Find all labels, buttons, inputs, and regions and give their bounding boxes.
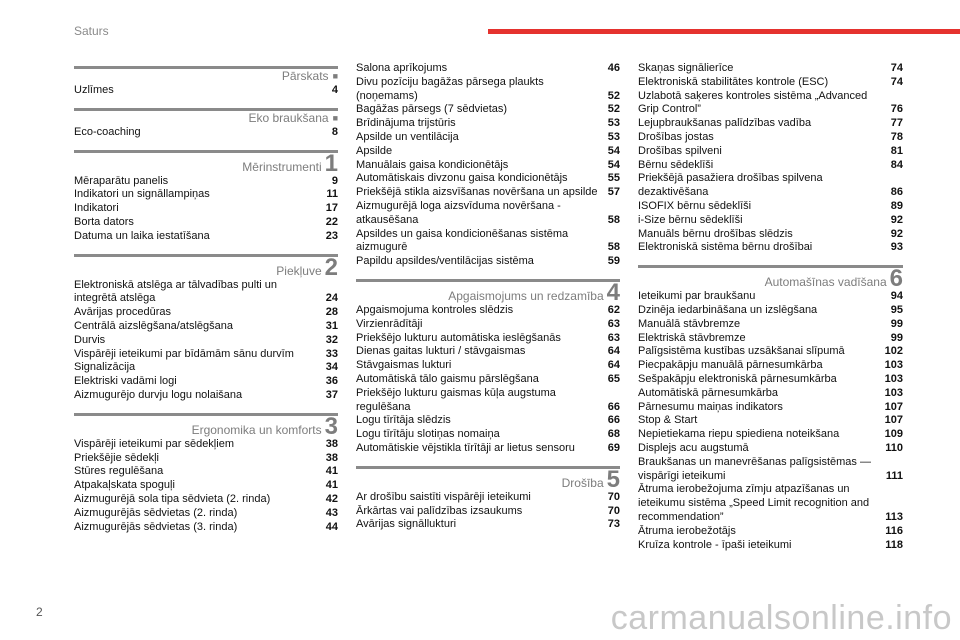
toc-entry-page: 89 [890, 199, 903, 212]
toc-entry[interactable] [638, 241, 903, 255]
toc-entry-label: Automātiskā tālo gaismu pārslēgšana [356, 372, 539, 385]
toc-entry-label: Priekšējie sēdekļi [74, 451, 159, 464]
toc-entry-label: Ieteikumi par braukšanu [638, 290, 756, 303]
toc-entry-label: Bagāžas pārsegs (7 sēdvietas) [356, 103, 508, 116]
section-header [74, 413, 338, 438]
toc-entry-label: Apgaismojuma kontroles slēdzis [356, 303, 514, 316]
toc-entry[interactable] [356, 131, 620, 145]
toc-entry-page: 77 [890, 117, 903, 130]
toc-entry-page: 28 [325, 306, 338, 319]
toc-entry-label: Aizmugurējā loga aizsvīduma novēršana - atkausēšana [356, 199, 561, 226]
toc-entry-label: Dzinēja iedarbināšana un izslēgšana [638, 303, 818, 316]
toc-entry-label: Drošības jostas [638, 130, 714, 143]
section-number: 2 [324, 253, 338, 281]
toc-entry-page: 37 [325, 388, 338, 401]
section-number: 1 [324, 149, 338, 177]
toc-entry-page: 78 [890, 130, 903, 143]
toc-entry-label: Automātiskie vējstikla tīrītāji ar lietus sensoru [356, 441, 575, 454]
toc-entry[interactable] [356, 304, 620, 318]
toc-entry[interactable] [74, 465, 338, 479]
toc-section [74, 150, 338, 244]
toc-entry-label: Automātiskais divzonu gaisa kondicionētājs [356, 172, 568, 185]
toc-section [356, 279, 620, 456]
section-title: Pārskats [281, 69, 329, 83]
toc-section [356, 466, 620, 532]
toc-entry[interactable] [74, 279, 338, 307]
toc-entry-page: 31 [325, 319, 338, 332]
toc-entry-label: Manuālā stāvbremze [638, 317, 741, 330]
toc-entry-label: Virzienrādītāji [356, 317, 423, 330]
toc-entry[interactable] [356, 172, 620, 186]
toc-entry-page: 63 [607, 331, 620, 344]
toc-entry[interactable] [356, 255, 620, 269]
toc-entry-label: Kruīza kontrole - īpaši ieteikumi [638, 538, 792, 551]
toc-entry[interactable] [638, 539, 903, 553]
toc-entry[interactable] [356, 145, 620, 159]
section-number: 5 [606, 465, 620, 493]
toc-entry-page: 54 [607, 144, 620, 157]
toc-entry[interactable] [74, 334, 338, 348]
toc-entry-label: Eco-coaching [74, 125, 141, 138]
toc-entry-page: 65 [607, 372, 620, 385]
toc-entry-page: 69 [607, 441, 620, 454]
watermark: carmanualsonline.info [610, 599, 952, 637]
toc-entry-label: Skaņas signālierīce [638, 62, 734, 74]
toc-entry-label: Vispārēji ieteikumi par sēdekļiem [74, 437, 234, 450]
toc-entry-page: 32 [325, 333, 338, 346]
toc-entry[interactable] [74, 438, 338, 452]
toc-entry-label: Ātruma ierobežojuma zīmju atpazīšanas un ieteikumu sistēma „Speed Limit recognition and recommendation” [638, 483, 870, 523]
toc-entry-label: Elektriski vadāmi logi [74, 375, 177, 388]
toc-entry-page: 43 [325, 506, 338, 519]
toc-entry[interactable] [638, 387, 903, 401]
toc-entry[interactable] [74, 126, 338, 140]
toc-entry-page: 107 [884, 400, 903, 413]
toc-entry-page: 41 [325, 465, 338, 478]
toc-entry-label: Stūres regulēšana [74, 465, 164, 478]
toc-entry-label: Logu tīrītāju slotiņas nomaiņa [356, 428, 500, 441]
toc-entry[interactable] [356, 387, 620, 415]
toc-entry-label: Apsilde un ventilācija [356, 130, 459, 143]
toc-entry-page: 107 [884, 414, 903, 427]
toc-entry-label: Priekšējo lukturu gaismas kūļa augstuma regulēšana [356, 386, 556, 413]
toc-entry[interactable] [638, 525, 903, 539]
toc-entry[interactable] [356, 76, 620, 104]
toc-entry-page: 74 [890, 75, 903, 88]
toc-entry[interactable] [74, 361, 338, 375]
toc-entry-page: 73 [607, 518, 620, 531]
toc-entry-page: 113 [885, 510, 903, 523]
toc-entry-page: 93 [890, 241, 903, 254]
toc-entry[interactable] [74, 507, 338, 521]
toc-entry-page: 62 [607, 303, 620, 316]
section-title: Piekļuve [276, 263, 322, 278]
toc-entry-label: Pārnesumu maiņas indikators [638, 400, 783, 413]
toc-entry-label: Indikatori un signāllampiņas [74, 188, 210, 201]
toc-entry-page: 24 [325, 292, 338, 305]
toc-entry-label: Manuāls bērnu drošības slēdzis [638, 227, 793, 240]
toc-entry-label: Apsildes un gaisa kondicionēšanas sistēma aizmugurē [356, 227, 569, 254]
toc-entry-page: 52 [607, 89, 620, 102]
toc-entry-label: Borta dators [74, 215, 134, 228]
toc-entry-label: Indikatori [74, 202, 119, 215]
toc-entry-label: Ārkārtas vai palīdzības izsaukums [356, 504, 523, 517]
toc-entry[interactable] [74, 84, 338, 98]
toc-entry-page: 53 [607, 117, 620, 130]
section-header [74, 150, 338, 175]
section-header [74, 254, 338, 279]
toc-entry[interactable] [356, 200, 620, 228]
toc-entry-label: Priekšējo lukturu automātiska ieslēgšanās [356, 331, 561, 344]
toc-entry-page: 57 [607, 186, 620, 199]
toc-entry-label: Datuma un laika iestatīšana [74, 229, 210, 242]
toc-entry-page: 102 [884, 345, 903, 358]
toc-entry-page: 64 [607, 359, 620, 372]
section-header [356, 466, 620, 491]
toc-entry[interactable] [356, 62, 620, 76]
toc-entry-page: 103 [884, 359, 903, 372]
toc-entry-label: Stop & Start [638, 414, 698, 427]
toc-entry[interactable] [638, 304, 903, 318]
toc-entry[interactable] [638, 145, 903, 159]
section-header [74, 66, 338, 84]
section-title: Drošība [561, 475, 604, 490]
toc-entry[interactable] [74, 479, 338, 493]
section-header [638, 265, 903, 293]
toc-entry-label: Manuālais gaisa kondicionētājs [356, 158, 509, 171]
toc-entry[interactable] [638, 401, 903, 415]
toc-entry[interactable] [74, 389, 338, 403]
toc-entry-page: 76 [890, 103, 903, 116]
toc-entry[interactable] [356, 318, 620, 332]
toc-entry[interactable] [74, 348, 338, 362]
toc-entry-label: Ar drošību saistīti vispārēji ieteikumi [356, 490, 531, 503]
toc-entry[interactable] [638, 159, 903, 173]
toc-entry-page: 44 [325, 520, 338, 533]
toc-entry-page: 8 [331, 125, 338, 138]
section-number: 3 [324, 412, 338, 440]
toc-entry-label: Piecpakāpju manuālā pārnesumkārba [638, 359, 823, 372]
toc-entry[interactable] [638, 62, 903, 76]
toc-entry-page: 118 [885, 538, 903, 551]
toc-entry[interactable] [356, 159, 620, 173]
toc-entry-page: 64 [607, 345, 620, 358]
toc-entry[interactable] [638, 414, 903, 428]
toc-entry-label: Priekšējā stikla aizsvīšanas novēršana un apsilde [356, 186, 598, 199]
toc-entry-label: Salona aprīkojums [356, 62, 448, 74]
toc-entry-label: Bērnu sēdeklīši [638, 158, 714, 171]
toc-entry-label: Dienas gaitas lukturi / stāvgaismas [356, 345, 526, 358]
toc-section [74, 413, 338, 535]
header-accent-bar [488, 29, 960, 34]
toc-entry[interactable] [638, 200, 903, 214]
toc-entry-page: 52 [607, 103, 620, 116]
toc-entry[interactable] [74, 452, 338, 466]
toc-entry-label: Lejupbraukšanas palīdzības vadība [638, 117, 812, 130]
toc-entry-page: 33 [325, 347, 338, 360]
toc-entry-page: 68 [607, 428, 620, 441]
toc-entry[interactable] [356, 491, 620, 505]
toc-entry-page: 58 [607, 213, 620, 226]
toc-entry-label: Divu pozīciju bagāžas pārsega plaukts (noņemams) [356, 75, 544, 102]
toc-entry-label: Elektroniskā stabilitātes kontrole (ESC) [638, 75, 829, 88]
toc-entry[interactable] [74, 216, 338, 230]
toc-entry-label: Logu tīrītāja slēdzis [356, 414, 451, 427]
toc-entry-label: Apsilde [356, 144, 393, 157]
toc-entry[interactable] [356, 442, 620, 456]
toc-entry-label: Braukšanas un manevrēšanas palīgsistēmas — vispārīgi ieteikumi [638, 455, 871, 482]
toc-entry[interactable] [74, 493, 338, 507]
toc-section [638, 62, 903, 255]
toc-entry-page: 63 [607, 317, 620, 330]
toc-entry[interactable] [638, 90, 903, 118]
toc-section [74, 108, 338, 140]
toc-entry-label: Aizmugurējo durvju logu nolaišana [74, 388, 243, 401]
toc-entry[interactable] [638, 442, 903, 456]
toc-entry[interactable] [638, 456, 903, 484]
toc-entry[interactable] [638, 332, 903, 346]
toc-entry-page: 94 [890, 290, 903, 303]
toc-entry[interactable] [638, 318, 903, 332]
toc-section [638, 265, 903, 552]
toc-entry-label: Aizmugurējā sola tipa sēdvieta (2. rinda) [74, 492, 271, 505]
toc-entry-page: 116 [885, 524, 903, 537]
toc-entry-page: 23 [325, 229, 338, 242]
toc-entry-label: Papildu apsildes/ventilācijas sistēma [356, 255, 534, 268]
toc-column-1 [74, 62, 338, 534]
toc-entry[interactable] [74, 306, 338, 320]
toc-entry[interactable] [74, 375, 338, 389]
toc-entry-page: 66 [607, 414, 620, 427]
section-square-icon: ■ [332, 112, 338, 123]
toc-entry-label: Aizmugurējās sēdvietas (2. rinda) [74, 506, 238, 519]
toc-entry-page: 99 [890, 317, 903, 330]
toc-entry-page: 11 [326, 188, 338, 201]
toc-entry-page: 109 [884, 428, 903, 441]
toc-entry-page: 17 [325, 202, 338, 215]
toc-entry-page: 9 [331, 174, 338, 187]
toc-entry[interactable] [74, 188, 338, 202]
toc-entry[interactable] [74, 320, 338, 334]
page-header-title: Saturs [74, 24, 109, 38]
toc-entry[interactable] [74, 202, 338, 216]
toc-entry-label: Elektroniskā sistēma bērnu drošībai [638, 241, 813, 254]
toc-entry-page: 81 [890, 144, 903, 157]
toc-entry[interactable] [638, 373, 903, 387]
toc-entry[interactable] [638, 345, 903, 359]
toc-entry-label: Automātiskā pārnesumkārba [638, 386, 779, 399]
section-header [74, 108, 338, 126]
toc-entry-page: 38 [325, 451, 338, 464]
toc-entry-page: 41 [325, 479, 338, 492]
toc-entry[interactable] [356, 518, 620, 532]
toc-entry-page: 53 [607, 130, 620, 143]
toc-entry-label: Displejs acu augstumā [638, 441, 749, 454]
section-title: Mērinstrumenti [242, 159, 322, 174]
toc-entry-label: Drošības spilveni [638, 144, 722, 157]
toc-entry-page: 95 [890, 303, 903, 316]
toc-entry-page: 92 [890, 213, 903, 226]
toc-entry-page: 42 [325, 492, 338, 505]
toc-entry-label: Elektroniskā atslēga ar tālvadības pulti un integrētā atslēga [74, 278, 278, 305]
toc-section [74, 254, 338, 403]
toc-entry-page: 111 [885, 469, 903, 482]
toc-entry-label: Uzlabotā saķeres kontroles sistēma „Advanced Grip Control” [638, 89, 868, 116]
toc-entry[interactable] [356, 228, 620, 256]
toc-column-3 [638, 62, 903, 552]
toc-entry-page: 99 [890, 331, 903, 344]
toc-entry[interactable] [74, 521, 338, 535]
toc-entry-label: ISOFIX bērnu sēdeklīši [638, 199, 752, 212]
toc-entry-label: Uzlīmes [74, 84, 114, 96]
toc-entry-label: Atpakaļskata spoguļi [74, 479, 175, 492]
toc-entry-label: Avārijas procedūras [74, 306, 172, 319]
toc-entry[interactable] [638, 76, 903, 90]
toc-entry[interactable] [638, 228, 903, 242]
toc-entry[interactable] [356, 332, 620, 346]
toc-section [74, 66, 338, 98]
toc-entry-page: 103 [884, 372, 903, 385]
toc-entry[interactable] [638, 214, 903, 228]
toc-entry[interactable] [356, 359, 620, 373]
toc-entry-page: 86 [890, 186, 903, 199]
toc-entry-label: Avārijas signāllukturi [356, 518, 457, 531]
toc-entry-page: 4 [331, 84, 338, 96]
toc-entry-page: 22 [325, 215, 338, 228]
toc-entry-page: 66 [607, 400, 620, 413]
toc-section [356, 62, 620, 269]
toc-entry[interactable] [356, 117, 620, 131]
toc-entry-page: 58 [607, 241, 620, 254]
toc-entry[interactable] [638, 117, 903, 131]
toc-entry-page: 74 [890, 62, 903, 74]
toc-column-2 [356, 62, 620, 532]
toc-entry-label: Vispārēji ieteikumi par bīdāmām sānu durvīm [74, 347, 294, 360]
toc-entry-page: 54 [607, 158, 620, 171]
toc-entry-page: 110 [885, 441, 903, 454]
toc-entry-label: Elektriskā stāvbremze [638, 331, 746, 344]
toc-entry[interactable] [356, 103, 620, 117]
toc-entry[interactable] [638, 428, 903, 442]
toc-entry-label: Stāvgaismas lukturi [356, 359, 452, 372]
toc-entry-page: 70 [607, 504, 620, 517]
toc-entry-label: Signalizācija [74, 361, 136, 374]
toc-entry[interactable] [638, 359, 903, 373]
toc-entry[interactable] [74, 230, 338, 244]
toc-entry-page: 92 [890, 227, 903, 240]
toc-entry[interactable] [356, 414, 620, 428]
toc-entry-label: Brīdinājuma trijstūris [356, 117, 456, 130]
toc-entry[interactable] [356, 373, 620, 387]
toc-entry-label: Priekšējā pasažiera drošības spilvena dezaktivēšana [638, 172, 823, 199]
toc-entry-label: Palīgsistēma kustības uzsākšanai slīpumā [638, 345, 845, 358]
toc-entry-page: 38 [325, 437, 338, 450]
toc-entry[interactable] [356, 345, 620, 359]
toc-entry-page: 34 [325, 361, 338, 374]
section-title: Ergonomika un komforts [191, 422, 322, 437]
toc-entry[interactable] [356, 505, 620, 519]
page-number: 2 [36, 605, 43, 619]
toc-entry[interactable] [638, 172, 903, 200]
toc-entry-page: 70 [607, 490, 620, 503]
toc-entry-label: Sešpakāpju elektroniskā pārnesumkārba [638, 372, 837, 385]
section-title: Apgaismojums un redzamība [448, 288, 604, 303]
toc-entry-page: 59 [607, 255, 620, 268]
section-number: 6 [889, 265, 903, 293]
toc-entry-label: Durvis [74, 333, 106, 346]
toc-entry[interactable] [638, 131, 903, 145]
toc-entry-page: 103 [884, 386, 903, 399]
toc-entry-page: 36 [325, 375, 338, 388]
toc-entry-label: Aizmugurējās sēdvietas (3. rinda) [74, 520, 238, 533]
section-square-icon: ■ [332, 71, 338, 81]
toc-entry[interactable] [74, 175, 338, 189]
toc-entry-label: Nepietiekama riepu spiediena noteikšana [638, 428, 840, 441]
toc-entry-page: 84 [890, 158, 903, 171]
section-header [356, 279, 620, 304]
toc-entry-label: Mēraparātu panelis [74, 174, 169, 187]
toc-entry[interactable] [356, 186, 620, 200]
toc-entry-page: 55 [607, 172, 620, 185]
toc-entry-label: Centrālā aizslēgšana/atslēgšana [74, 319, 233, 332]
section-title: Automašīnas vadīšana [764, 275, 887, 290]
toc-entry[interactable] [356, 428, 620, 442]
section-title: Eko braukšana [248, 110, 329, 125]
toc-entry[interactable] [638, 483, 903, 524]
toc-entry[interactable] [638, 290, 903, 304]
toc-entry-page: 46 [607, 62, 620, 74]
section-number: 4 [606, 278, 620, 306]
toc-entry-label: i-Size bērnu sēdeklīši [638, 213, 743, 226]
toc-entry-label: Ātruma ierobežotājs [638, 524, 736, 537]
